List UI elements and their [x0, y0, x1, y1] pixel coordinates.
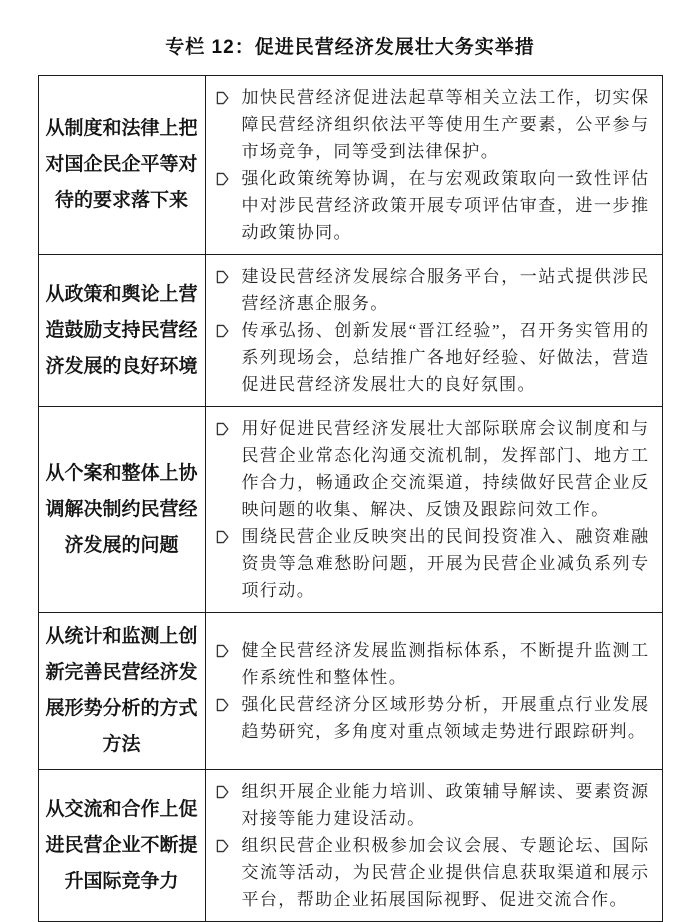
bullet-text: 建设民营经济发展综合服务平台，一站式提供涉民营经济惠企服务。 — [241, 267, 650, 313]
row-content-cell — [205, 407, 662, 613]
bullet-text: 组织民营企业积极参加会议会展、专题论坛、国际交流等活动，为民营企业提供信息获取渠道和展示平台，帮助企业拓展国际视野、促进交流合作。 — [241, 836, 650, 909]
bullet-item — [212, 778, 650, 832]
arrow-right-icon — [216, 171, 229, 187]
bullet-item — [212, 415, 650, 523]
bullet-item — [212, 165, 650, 246]
bullet-text: 健全民营经济发展监测指标体系，不断提升监测工作系统性和整体性。 — [241, 641, 650, 687]
bullet-text: 强化民营经济分区域形势分析，开展重点行业发展趋势研究，多角度对重点领域走势进行跟踪研判。 — [241, 695, 650, 741]
bullet-text: 加快民营经济促进法起草等相关立法工作，切实保障民营经济组织依法平等使用生产要素，公平参与市场竞争，同等受到法律保护。 — [241, 88, 650, 161]
page-title: 专栏 12：促进民营经济发展壮大务实举措 — [165, 37, 535, 58]
bullet-text: 组织开展企业能力培训、政策辅导解读、要素资源对接等能力建设活动。 — [241, 782, 650, 828]
bullet-item — [212, 832, 650, 913]
table-row — [38, 770, 662, 922]
bullet-text: 传承弘扬、创新发展“晋江经验”，召开务实管用的系列现场会，总结推广各地好经验、好做法，营造促进民营经济发展壮大的良好氛围。 — [241, 321, 650, 394]
bullet-text: 用好促进民营经济发展壮大部际联席会议制度和与民营企业常态化沟通交流机制，发挥部门、地方工作合力，畅通政企交流渠道，持续做好民营企业反映问题的收集、解决、反馈及跟踪问效工作。 — [241, 419, 650, 519]
arrow-right-icon — [216, 838, 229, 854]
arrow-right-icon — [216, 529, 229, 545]
measures-table — [38, 75, 663, 922]
row-label-cell: 从交流和合作上促进民营企业不断提升国际竞争力 — [38, 770, 205, 922]
bullet-item — [212, 637, 650, 691]
row-content-cell — [205, 255, 662, 407]
row-content-cell — [205, 613, 662, 770]
row-label-cell: 从制度和法律上把对国企民企平等对待的要求落下来 — [38, 76, 205, 255]
bullet-text: 围绕民营企业反映突出的民间投资准入、融资难融资贵等急难愁盼问题，开展为民营企业减负系列专项行动。 — [241, 527, 650, 600]
arrow-right-icon — [216, 697, 229, 713]
bullet-item — [212, 317, 650, 398]
row-label-cell: 从统计和监测上创新完善民营经济发展形势分析的方式方法 — [38, 613, 205, 770]
arrow-right-icon — [216, 643, 229, 659]
table-row — [38, 76, 662, 255]
row-content-cell — [205, 770, 662, 922]
arrow-right-icon — [216, 421, 229, 437]
table-row — [38, 613, 662, 770]
table-row — [38, 407, 662, 613]
bullet-item — [212, 691, 650, 745]
arrow-right-icon — [216, 269, 229, 285]
arrow-right-icon — [216, 784, 229, 800]
bullet-text: 强化政策统筹协调，在与宏观政策取向一致性评估中对涉民营经济政策开展专项评估审查，进一步推动政策协同。 — [241, 169, 650, 242]
row-label-cell: 从个案和整体上协调解决制约民营经济发展的问题 — [38, 407, 205, 613]
bullet-item — [212, 523, 650, 604]
bullet-item — [212, 263, 650, 317]
table-row — [38, 255, 662, 407]
row-label-cell: 从政策和舆论上营造鼓励支持民营经济发展的良好环境 — [38, 255, 205, 407]
row-content-cell — [205, 76, 662, 255]
bullet-item — [212, 84, 650, 165]
arrow-right-icon — [216, 323, 229, 339]
arrow-right-icon — [216, 90, 229, 106]
